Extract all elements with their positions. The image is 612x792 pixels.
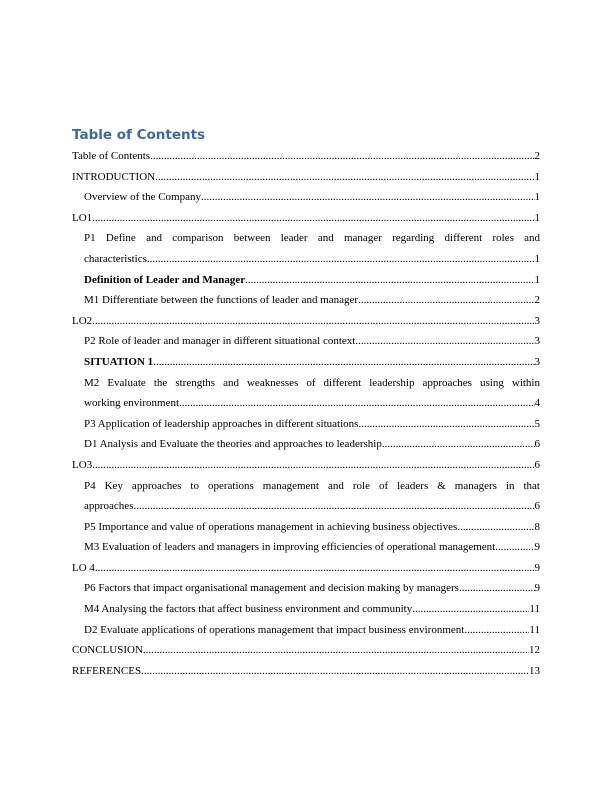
toc-entry-text: SITUATION 1 bbox=[84, 355, 154, 368]
toc-entry-text: Overview of the Company bbox=[84, 191, 201, 204]
dot-leader bbox=[92, 455, 534, 476]
toc-page-number: 6 bbox=[534, 458, 540, 471]
toc-entry-line2 bbox=[84, 496, 540, 517]
dot-leader bbox=[459, 578, 535, 599]
dot-leader bbox=[358, 290, 534, 311]
dot-leader bbox=[95, 558, 535, 579]
toc-page-number: 13 bbox=[529, 664, 540, 677]
toc-entry-text: characteristics bbox=[84, 252, 147, 265]
toc-entry-line2 bbox=[84, 249, 540, 270]
toc-entry[interactable] bbox=[72, 640, 540, 661]
toc-entry-text-line1: P1 Define and comparison between leader and manager regarding different roles and bbox=[84, 232, 540, 245]
toc-entry[interactable] bbox=[72, 517, 540, 538]
toc-entry-text: M4 Analysing the factors that affect business environment and community bbox=[84, 603, 413, 616]
toc-page-number: 3 bbox=[534, 314, 540, 327]
toc-entry-text-line1: P4 Key approaches to operations management and role of leaders & managers in that bbox=[84, 479, 540, 492]
toc-entry-text: P2 Role of leader and manager in different situational context bbox=[84, 335, 356, 348]
toc-heading: Table of Contents bbox=[72, 127, 206, 143]
toc-entry-text: D1 Analysis and Evaluate the theories and approaches to leadership bbox=[84, 438, 382, 451]
dot-leader bbox=[201, 187, 535, 208]
toc-entry-text: LO2 bbox=[72, 314, 93, 327]
dot-leader bbox=[355, 331, 534, 352]
dot-leader bbox=[133, 496, 534, 517]
toc-entry-text: approaches bbox=[84, 500, 134, 513]
toc-page-number: 8 bbox=[534, 520, 540, 533]
toc-entry[interactable] bbox=[72, 578, 540, 599]
document-page bbox=[72, 126, 540, 681]
toc-entry-text: LO 4 bbox=[72, 561, 95, 574]
toc-entry-text-line1: M2 Evaluate the strengths and weaknesses of different leadership approaches using within bbox=[84, 376, 540, 389]
dot-leader bbox=[412, 599, 529, 620]
toc-page-number: 1 bbox=[534, 211, 540, 224]
toc-page-number: 12 bbox=[529, 644, 540, 657]
toc-entry-text: D2 Evaluate applications of operations management that impact business environment bbox=[84, 623, 465, 636]
toc-page-number: 1 bbox=[534, 170, 540, 183]
toc-entry-text: REFERENCES bbox=[72, 664, 142, 677]
dot-leader bbox=[457, 517, 534, 538]
toc-entry[interactable] bbox=[72, 331, 540, 352]
toc-entry[interactable] bbox=[72, 620, 540, 641]
toc-entry[interactable] bbox=[72, 537, 540, 558]
toc-page-number: 9 bbox=[534, 561, 540, 574]
toc-entry[interactable] bbox=[72, 146, 540, 167]
toc-page-number: 6 bbox=[534, 500, 540, 513]
dot-leader bbox=[382, 434, 535, 455]
dot-leader bbox=[147, 249, 535, 270]
toc-entry-text: working environment bbox=[84, 397, 180, 410]
dot-leader bbox=[92, 311, 534, 332]
toc-entry[interactable] bbox=[72, 270, 540, 291]
toc-page-number: 9 bbox=[534, 541, 540, 554]
toc-entry[interactable] bbox=[72, 414, 540, 435]
toc-entry[interactable] bbox=[72, 167, 540, 188]
dot-leader bbox=[150, 146, 534, 167]
toc-entry[interactable] bbox=[72, 558, 540, 579]
toc-entry-text: LO1 bbox=[72, 211, 93, 224]
dot-leader bbox=[495, 537, 534, 558]
dot-leader bbox=[358, 414, 534, 435]
toc-page-number: 2 bbox=[534, 150, 540, 162]
toc-page-number: 1 bbox=[534, 273, 540, 286]
toc-entry-text: Definition of Leader and Manager bbox=[84, 273, 246, 286]
toc-page-number: 11 bbox=[529, 623, 540, 636]
toc-page-number: 9 bbox=[534, 582, 540, 595]
toc-entry-text: Table of Contents bbox=[72, 150, 151, 162]
toc-entry-text: LO3 bbox=[72, 458, 93, 471]
dot-leader bbox=[464, 620, 529, 641]
toc-entry[interactable] bbox=[72, 434, 540, 455]
toc-page-number: 1 bbox=[534, 252, 540, 265]
toc-page-number: 3 bbox=[534, 355, 540, 368]
toc-entry[interactable] bbox=[72, 290, 540, 311]
toc-entry[interactable] bbox=[72, 228, 540, 269]
dot-leader bbox=[143, 640, 529, 661]
toc-entry-text: P3 Application of leadership approaches in different situations bbox=[84, 417, 359, 430]
toc-entry[interactable] bbox=[72, 187, 540, 208]
dot-leader bbox=[155, 167, 534, 188]
toc-list bbox=[72, 146, 540, 681]
toc-entry-text: CONCLUSION bbox=[72, 644, 143, 657]
toc-entry-text: INTRODUCTION bbox=[72, 170, 156, 183]
toc-entry[interactable] bbox=[72, 476, 540, 517]
dot-leader bbox=[179, 393, 534, 414]
toc-entry-text: P5 Importance and value of operations management in achieving business objectives bbox=[84, 520, 458, 533]
toc-entry[interactable] bbox=[72, 373, 540, 414]
toc-entry[interactable] bbox=[72, 455, 540, 476]
toc-page-number: 11 bbox=[529, 603, 540, 616]
toc-entry[interactable] bbox=[72, 661, 540, 682]
dot-leader bbox=[153, 352, 534, 373]
dot-leader bbox=[92, 208, 534, 229]
toc-entry-line2 bbox=[84, 393, 540, 414]
toc-entry-text: M3 Evaluation of leaders and managers in improving efficiencies of operational management bbox=[84, 541, 496, 554]
toc-entry-text: M1 Differentiate between the functions of leader and manager bbox=[84, 294, 359, 307]
toc-page-number: 6 bbox=[534, 438, 540, 451]
toc-entry[interactable] bbox=[72, 311, 540, 332]
toc-entry[interactable] bbox=[72, 352, 540, 373]
toc-entry[interactable] bbox=[72, 599, 540, 620]
toc-page-number: 2 bbox=[534, 294, 540, 307]
dot-leader bbox=[245, 270, 534, 291]
toc-entry-text: P6 Factors that impact organisational management and decision making by managers bbox=[84, 582, 459, 595]
toc-page-number: 3 bbox=[534, 335, 540, 348]
toc-page-number: 5 bbox=[534, 417, 540, 430]
toc-page-number: 1 bbox=[534, 191, 540, 204]
toc-page-number: 4 bbox=[534, 397, 540, 410]
toc-entry[interactable] bbox=[72, 208, 540, 229]
dot-leader bbox=[141, 661, 529, 682]
